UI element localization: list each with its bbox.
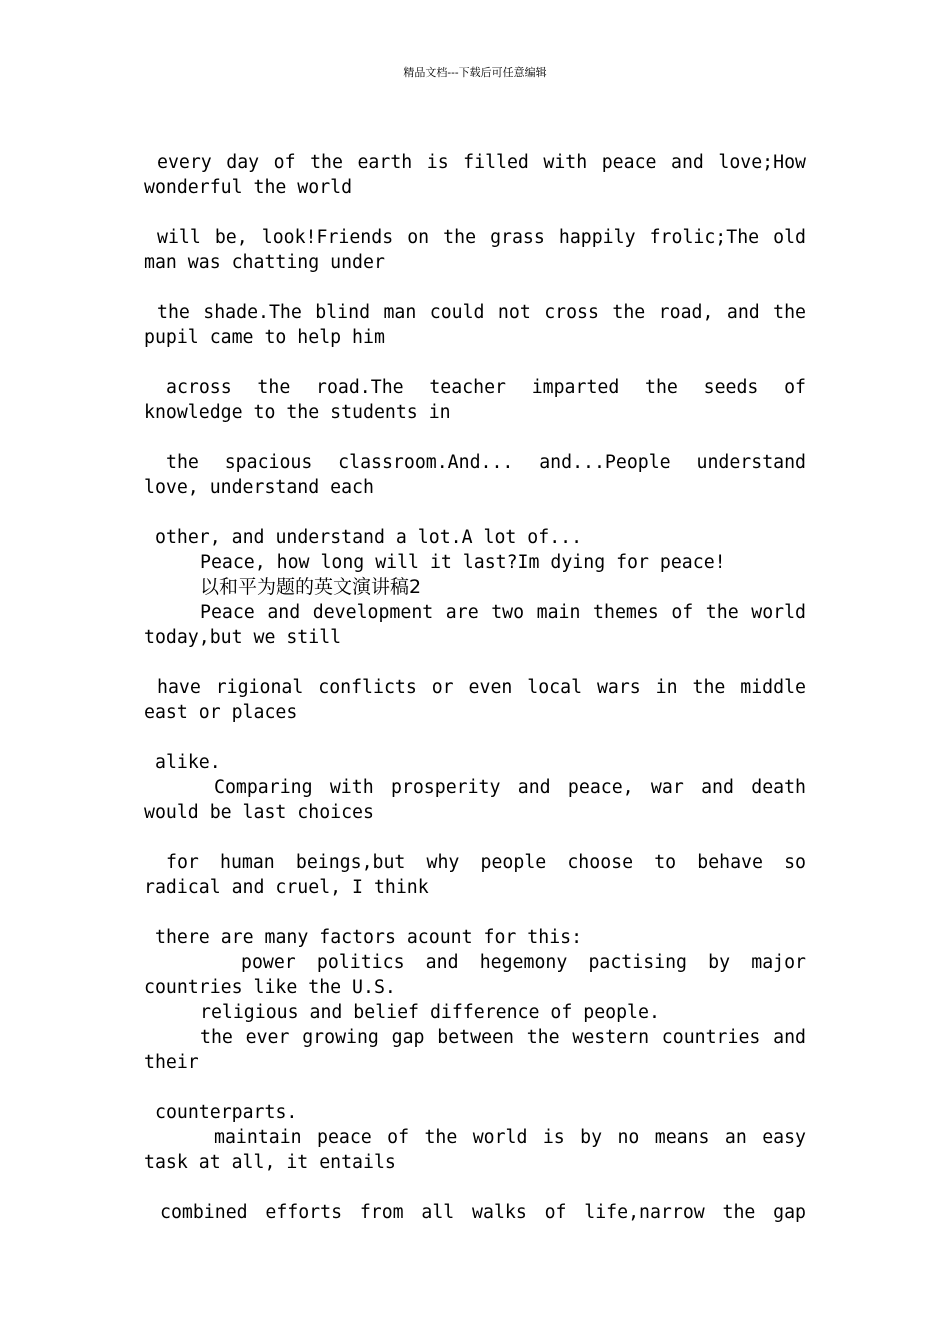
paragraph: other, and understand a lot.A lot of... bbox=[155, 527, 583, 548]
paragraph: for human beings,but why people choose to behave so radical and cruel, I think bbox=[144, 852, 806, 898]
paragraph: alike. bbox=[155, 752, 221, 773]
paragraph: there are many factors acount for this: bbox=[155, 927, 583, 948]
paragraph: across the road.The teacher imparted the seeds of knowledge to the students in bbox=[144, 377, 806, 423]
paragraph: the ever growing gap between the western countries and their bbox=[144, 1027, 806, 1073]
paragraph: maintain peace of the world is by no means an easy task at all, it entails bbox=[144, 1127, 806, 1173]
paragraph: the spacious classroom.And... and...People understand love, understand each bbox=[144, 452, 806, 498]
document-body bbox=[144, 150, 806, 1225]
paragraph: the shade.The blind man could not cross the road, and the pupil came to help him bbox=[144, 302, 806, 348]
paragraph: religious and belief difference of people. bbox=[200, 1002, 660, 1023]
paragraph: every day of the earth is filled with peace and love;How wonderful the world bbox=[144, 152, 806, 198]
paragraph: combined efforts from all walks of life,narrow the gap bbox=[160, 1202, 806, 1223]
page-header: 精品文档---下载后可任意编辑 bbox=[403, 66, 547, 79]
paragraph: power politics and hegemony pactising by major countries like the U.S. bbox=[144, 952, 806, 998]
paragraph: have rigional conflicts or even local wars in the middle east or places bbox=[144, 677, 806, 723]
paragraph: Peace, how long will it last?Im dying for peace! bbox=[200, 552, 726, 573]
paragraph: will be, look!Friends on the grass happily frolic;The old man was chatting under bbox=[144, 227, 806, 273]
section-heading: 以和平为题的英文演讲稿2 bbox=[200, 576, 422, 598]
paragraph: Comparing with prosperity and peace, war and death would be last choices bbox=[144, 777, 806, 823]
paragraph: Peace and development are two main themes of the world today,but we still bbox=[144, 602, 806, 648]
paragraph: counterparts. bbox=[155, 1102, 298, 1123]
